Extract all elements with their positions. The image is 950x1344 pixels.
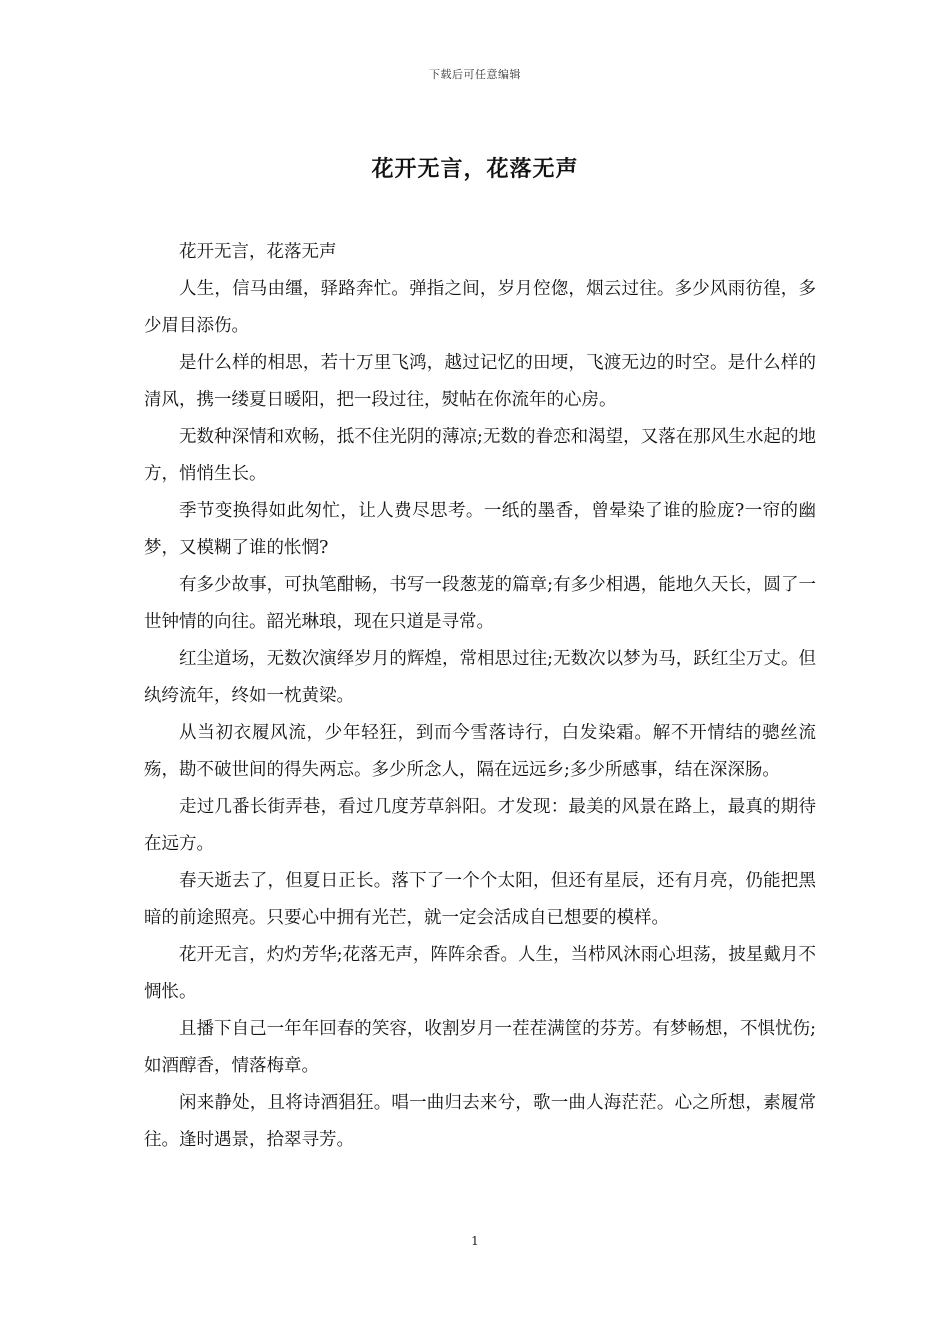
document-title: 花开无言，花落无声 — [371, 156, 579, 182]
document-body — [144, 234, 816, 1159]
paragraph: 季节变换得如此匆忙，让人费尽思考。一纸的墨香，曾晕染了谁的脸庞?一帘的幽梦，又模糊了谁的怅惘? — [144, 501, 816, 558]
paragraph: 且播下自己一年年回春的笑容，收割岁月一茬茬满筐的芬芳。有梦畅想，不惧忧伤;如酒醇香，情落梅章。 — [144, 1019, 816, 1076]
paragraph: 从当初衣履风流，少年轻狂，到而今雪落诗行，白发染霜。解不开情结的骢丝流殇，勘不破世间的得失两忘。多少所念人，隔在远远乡;多少所感事，结在深深肠。 — [144, 723, 816, 780]
paragraph: 春天逝去了，但夏日正长。落下了一个个太阳，但还有星辰，还有月亮，仍能把黑暗的前途照亮。只要心中拥有光芒，就一定会活成自已想要的模样。 — [144, 871, 816, 928]
paragraph: 无数种深情和欢畅，抵不住光阴的薄凉;无数的眷恋和渴望，又落在那风生水起的地方，悄悄生长。 — [144, 427, 816, 484]
paragraph: 走过几番长街弄巷，看过几度芳草斜阳。才发现：最美的风景在路上，最真的期待在远方。 — [144, 797, 816, 854]
paragraph: 花开无言，花落无声 — [179, 242, 337, 262]
header-note: 下载后可任意编辑 — [429, 68, 521, 81]
paragraph: 闲来静处，且将诗酒猖狂。唱一曲归去来兮，歌一曲人海茫茫。心之所想，素履常往。逢时遇景，拾翠寻芳。 — [144, 1093, 816, 1150]
paragraph: 有多少故事，可执笔酣畅，书写一段葱茏的篇章;有多少相遇，能地久天长，圆了一世钟情的向往。韶光琳琅，现在只道是寻常。 — [144, 575, 816, 632]
paragraph: 红尘道场，无数次演绎岁月的辉煌，常相思过往;无数次以梦为马，跃红尘万丈。但纨绔流年，终如一枕黄梁。 — [144, 649, 816, 706]
page-number: 1 — [471, 1234, 479, 1248]
paragraph: 是什么样的相思，若十万里飞鸿，越过记忆的田埂，飞渡无边的时空。是什么样的清风，携一缕夏日暖阳，把一段过往，熨帖在你流年的心房。 — [144, 353, 816, 410]
paragraph: 花开无言，灼灼芳华;花落无声，阵阵余香。人生，当栉风沐雨心坦荡，披星戴月不惆怅。 — [144, 945, 816, 1002]
paragraph: 人生，信马由缰，驿路奔忙。弹指之间，岁月倥偬，烟云过往。多少风雨彷徨，多少眉目添伤。 — [144, 279, 816, 336]
